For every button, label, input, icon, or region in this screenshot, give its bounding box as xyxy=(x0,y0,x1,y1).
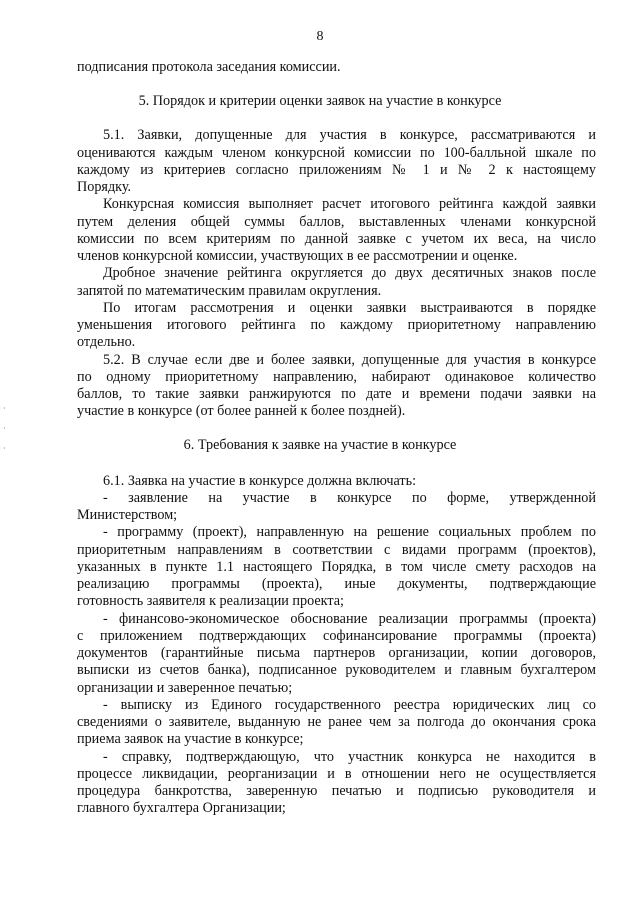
text-line: Конкурсная комиссия выполняет расчет итогового рейтинга каждой заявки xyxy=(103,196,596,212)
text-line: запятой по математическим правилам округления. xyxy=(77,283,382,299)
text-line: процедура банкротства, заверенную печатью и подписью руководителя и xyxy=(77,783,596,799)
text-line: комиссии по всем критериям по данной заявке с учетом их веса, на число xyxy=(77,231,596,247)
text-line: сведениями о заявителе, выданную не ранее чем за полгода до окончания срока xyxy=(77,714,596,730)
text-line: реализацию программы (проекта), иные документы, подтверждающие xyxy=(77,576,596,592)
text-line: По итогам рассмотрения и оценки заявки выстраиваются в порядке xyxy=(103,300,596,316)
text-line: - выписку из Единого государственного реестра юридических лиц со xyxy=(103,697,596,713)
text-line: главного бухгалтера Организации; xyxy=(77,800,286,816)
page-number: 8 xyxy=(316,29,324,44)
scan-edge-mark: · xyxy=(3,444,6,453)
text-line: Порядку. xyxy=(77,179,132,195)
text-line: 5.1. Заявки, допущенные для участия в конкурсе, рассматриваются и xyxy=(103,127,596,143)
text-line: участие в конкурсе (от более ранней к более поздней). xyxy=(77,403,406,419)
text-line: выписки из счетов банка), подписанное руководителем и главным бухгалтером xyxy=(77,662,596,678)
text-line: готовность заявителя к реализации проекта; xyxy=(77,593,344,609)
text-line: баллов, то такие заявки ранжируются по дате и времени подачи заявки на xyxy=(77,386,596,402)
text-line: уменьшения итогового рейтинга по каждому приоритетному направлению xyxy=(77,317,596,333)
text-line: Дробное значение рейтинга округляется до двух десятичных знаков после xyxy=(103,265,596,281)
text-line: путем деления общей суммы баллов, выставленных членами конкурсной xyxy=(77,214,596,230)
text-line: указанных в пункте 1.1 настоящего Порядка, в том числе смету расходов на xyxy=(77,559,596,575)
text-line: процессе ликвидации, реорганизации и в отношении него не осуществляется xyxy=(77,766,596,782)
text-line: подписания протокола заседания комиссии. xyxy=(77,59,341,75)
text-line: приема заявок на участие в конкурсе; xyxy=(77,731,304,747)
section-heading-5: 5. Порядок и критерии оценки заявок на участие в конкурсе xyxy=(138,93,502,109)
text-line: отдельно. xyxy=(77,334,136,350)
text-line: 6.1. Заявка на участие в конкурсе должна включать: xyxy=(103,473,417,489)
section-heading-6: 6. Требования к заявке на участие в конкурсе xyxy=(183,437,457,453)
text-line: каждому из критериев согласно приложениям № 1 и № 2 к настоящему xyxy=(77,162,596,178)
text-line: приоритетным направлениям в соответствии с видами программ (проектов), xyxy=(77,542,596,558)
text-line: - справку, подтверждающую, что участник конкурса не находится в xyxy=(103,749,596,765)
text-line: - финансово-экономическое обоснование реализации программы (проекта) xyxy=(103,611,596,627)
text-line: по одному приоритетному направлению, набирают одинаковое количество xyxy=(77,369,596,385)
text-line: с приложением подтверждающих софинансирование программы (проекта) xyxy=(77,628,596,644)
text-line: организации и заверенное печатью; xyxy=(77,680,293,696)
text-line: членов конкурсной комиссии, участвующих в ее рассмотрении и оценке. xyxy=(77,248,518,264)
text-line: 5.2. В случае если две и более заявки, допущенные для участия в конкурсе xyxy=(103,352,596,368)
text-line: документов (гарантийные письма партнеров организации, копии договоров, xyxy=(77,645,596,661)
scan-edge-mark: · xyxy=(3,404,6,413)
text-line: - заявление на участие в конкурсе по форме, утвержденной xyxy=(103,490,596,506)
text-line: Министерством; xyxy=(77,507,178,523)
text-line: - программу (проект), направленную на решение социальных проблем по xyxy=(103,524,596,540)
scan-edge-mark: · xyxy=(3,424,6,433)
text-line: оцениваются каждым членом конкурсной комиссии по 100-балльной шкале по xyxy=(77,145,596,161)
